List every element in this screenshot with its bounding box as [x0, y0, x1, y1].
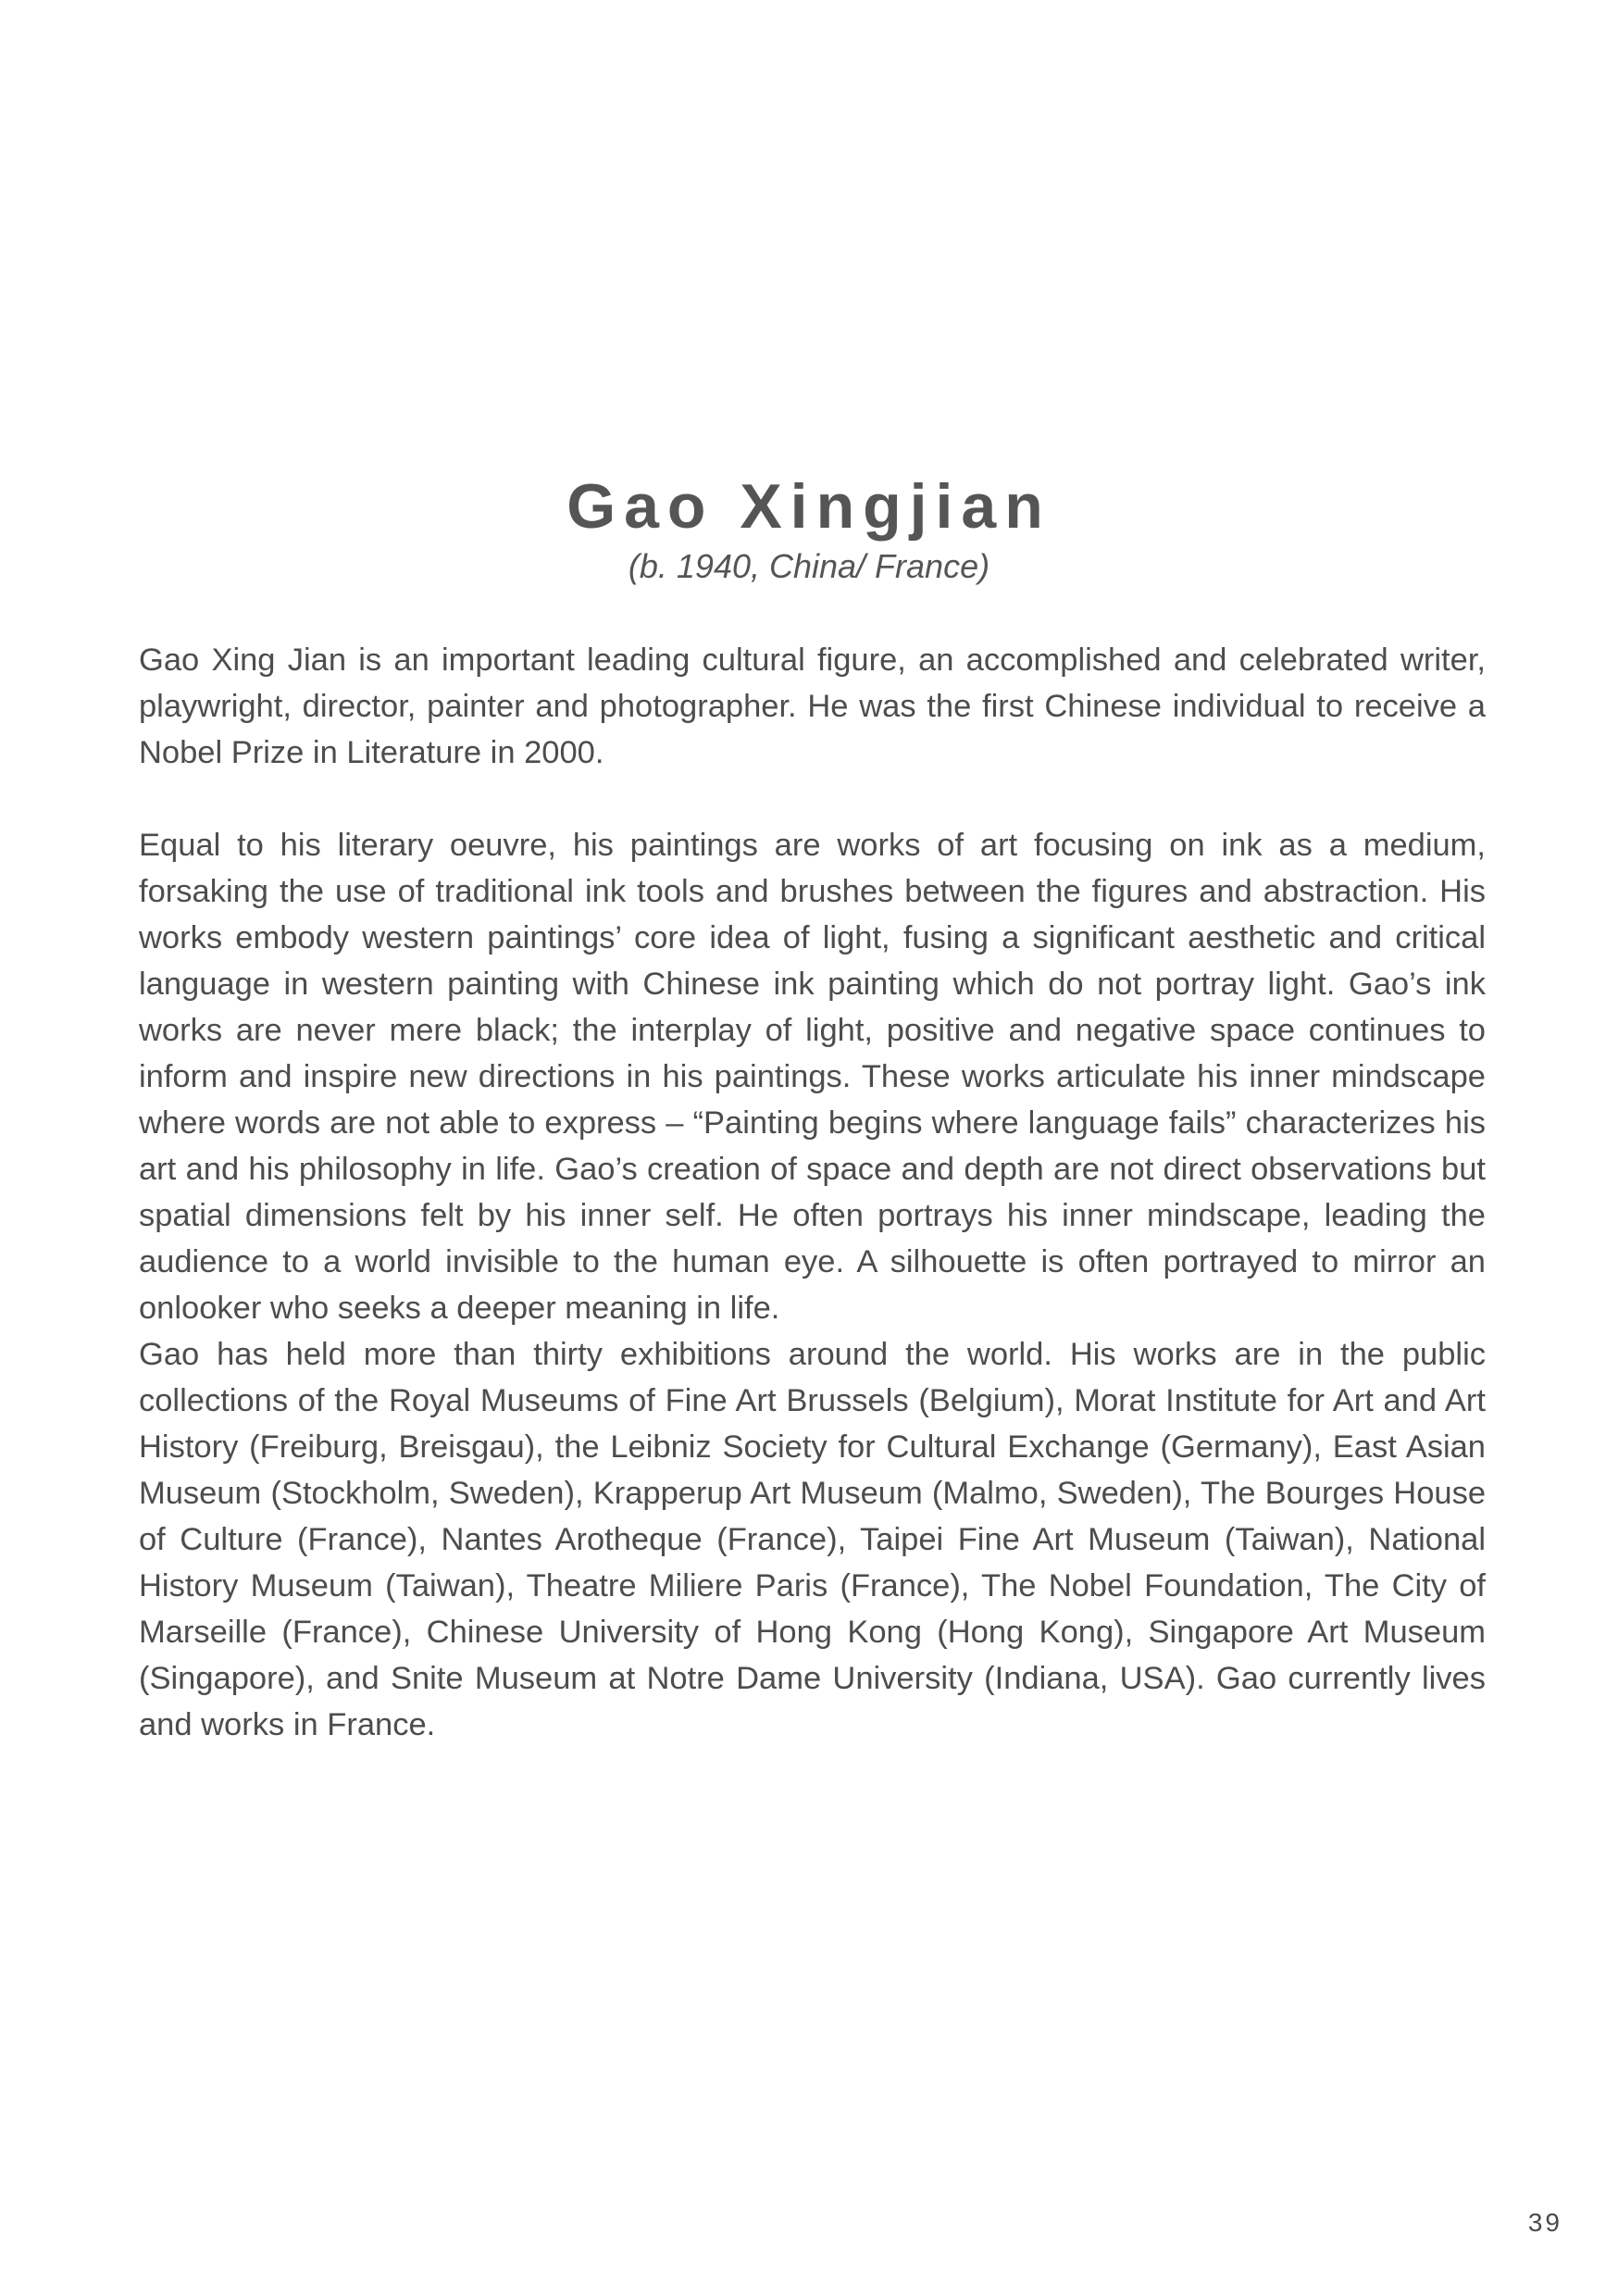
artist-birth-info: (b. 1940, China/ France)	[628, 547, 990, 585]
biography-paragraph-paintings: Equal to his literary oeuvre, his paintings are works of art focusing on ink as a medium, forsaking the use of traditional ink tools and brushes between the figures and abstraction. His works embody western paintings’ core idea of light, fusing a significant aesthetic and critical language in western painting with Chinese ink painting which do not portray light. Gao’s ink works are never mere black; the interplay of light, positive and negative space continues to inform and inspire new directions in his paintings. These works articulate his inner mindscape where words are not able to express – “Painting begins where language fails” characterizes his art and his philosophy in life. Gao’s creation of space and depth are not direct observations but spatial dimensions felt by his inner self. He often portrays his inner mindscape, leading the audience to a world invisible to the human eye. A silhouette is often portrayed to mirror an onlooker who seeks a deeper meaning in life.	[139, 828, 1486, 1326]
biography-body	[139, 637, 1486, 1748]
biography-paragraph-intro: Gao Xing Jian is an important leading cultural figure, an accomplished and celebrated writer, playwright, director, painter and photographer. He was the first Chinese individual to receive a Nobel Prize in Literature in 2000.	[139, 643, 1486, 770]
artist-name-heading: Gao Xingjian	[566, 471, 1052, 542]
biography-paragraph-exhibitions: Gao has held more than thirty exhibitions around the world. His works are in the public collections of the Royal Museums of Fine Art Brussels (Belgium), Morat Institute for Art and Art History (Freiburg, Breisgau), the Leibniz Society for Cultural Exchange (Germany), East Asian Museum (Stockholm, Sweden), Krapperup Art Museum (Malmo, Sweden), The Bourges House of Culture (France), Nantes Arotheque (France), Taipei Fine Art Museum (Taiwan), National History Museum (Taiwan), Theatre Miliere Paris (France), The Nobel Foundation, The City of Marseille (France), Chinese University of Hong Kong (Hong Kong), Singapore Art Museum (Singapore), and Snite Museum at Notre Dame University (Indiana, USA). Gao currently lives and works in France.	[139, 1337, 1486, 1742]
page-number: 39	[1527, 2208, 1562, 2237]
